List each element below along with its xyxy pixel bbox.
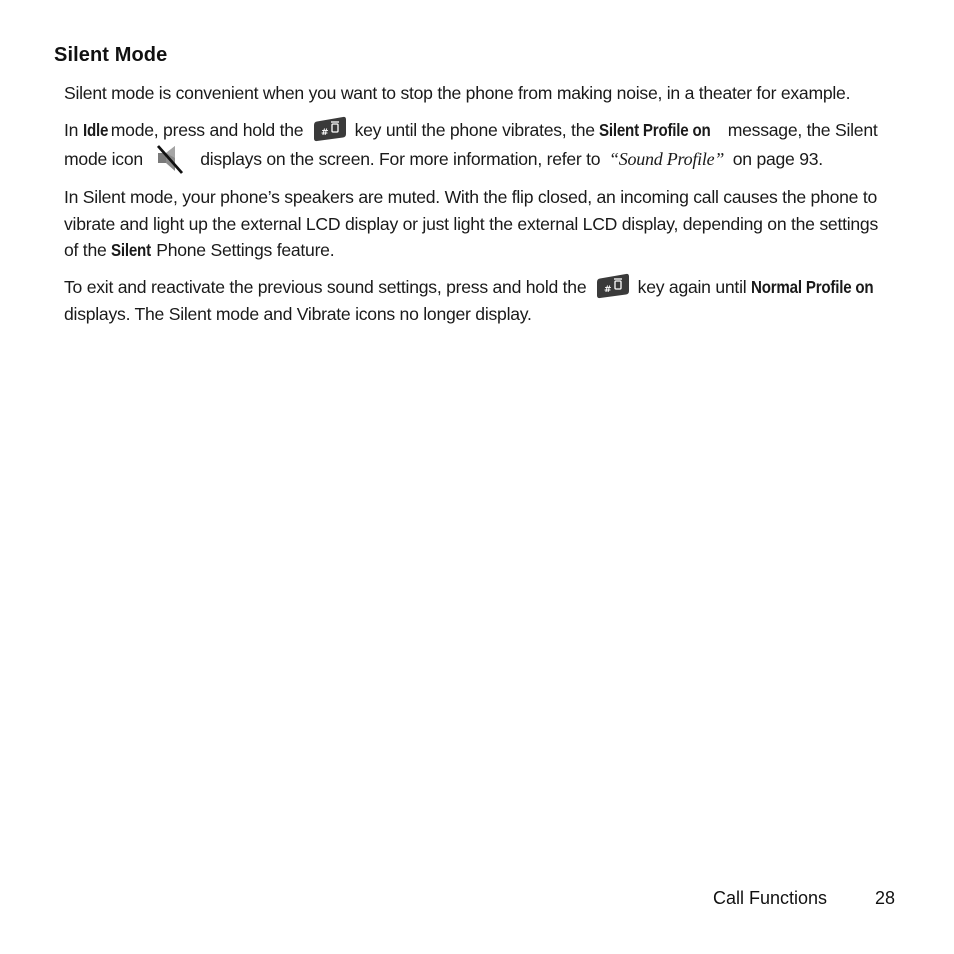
paragraph-exit [64,273,896,327]
footer-section-title: Call Functions [713,888,828,908]
body-content [64,80,896,336]
text-run: In [64,119,83,140]
svg-text:#: # [604,284,612,295]
paragraph-activate [64,116,896,176]
silent-term: Silent [111,240,152,261]
text-run: In Silent mode, your phone’s speakers are muted. With the flip closed, an incoming call causes the phone to vibrate and light up the external LCD display or just light the external LCD display, depending on the settings of the [64,187,878,261]
silent-profile-on-term: Silent Profile on [599,119,711,140]
text-run: displays. The Silent mode and Vibrate icons no longer display. [64,303,532,324]
footer-page-number: 28 [875,888,896,908]
text-run: To exit and reactivate the previous sound settings, press and hold the [64,276,592,297]
text-run: Phone Settings feature. [151,240,335,261]
text-run: key again until [633,276,752,297]
pound-key-icon [595,273,631,299]
paragraph-intro: Silent mode is convenient when you want to stop the phone from making noise, in a theater for example. [64,83,851,103]
paragraph-muted [64,184,896,264]
text-run: mode, press and hold the [106,119,308,140]
text-run: on page 93. [728,149,823,170]
sound-profile-reference: “Sound Profile” [608,149,725,170]
normal-profile-on-term: Normal Profile on [751,276,874,297]
text-run: key until the phone vibrates, the [349,119,600,140]
svg-text:#: # [320,127,329,138]
idle-term: Idle [82,119,109,140]
text-run: message, the Silent mode icon [64,119,878,170]
speaker-mute-icon [154,143,188,175]
section-heading: Silent Mode [54,44,168,66]
text-run: displays on the screen. For more information, refer to [195,149,605,170]
pound-key-icon [312,116,348,142]
